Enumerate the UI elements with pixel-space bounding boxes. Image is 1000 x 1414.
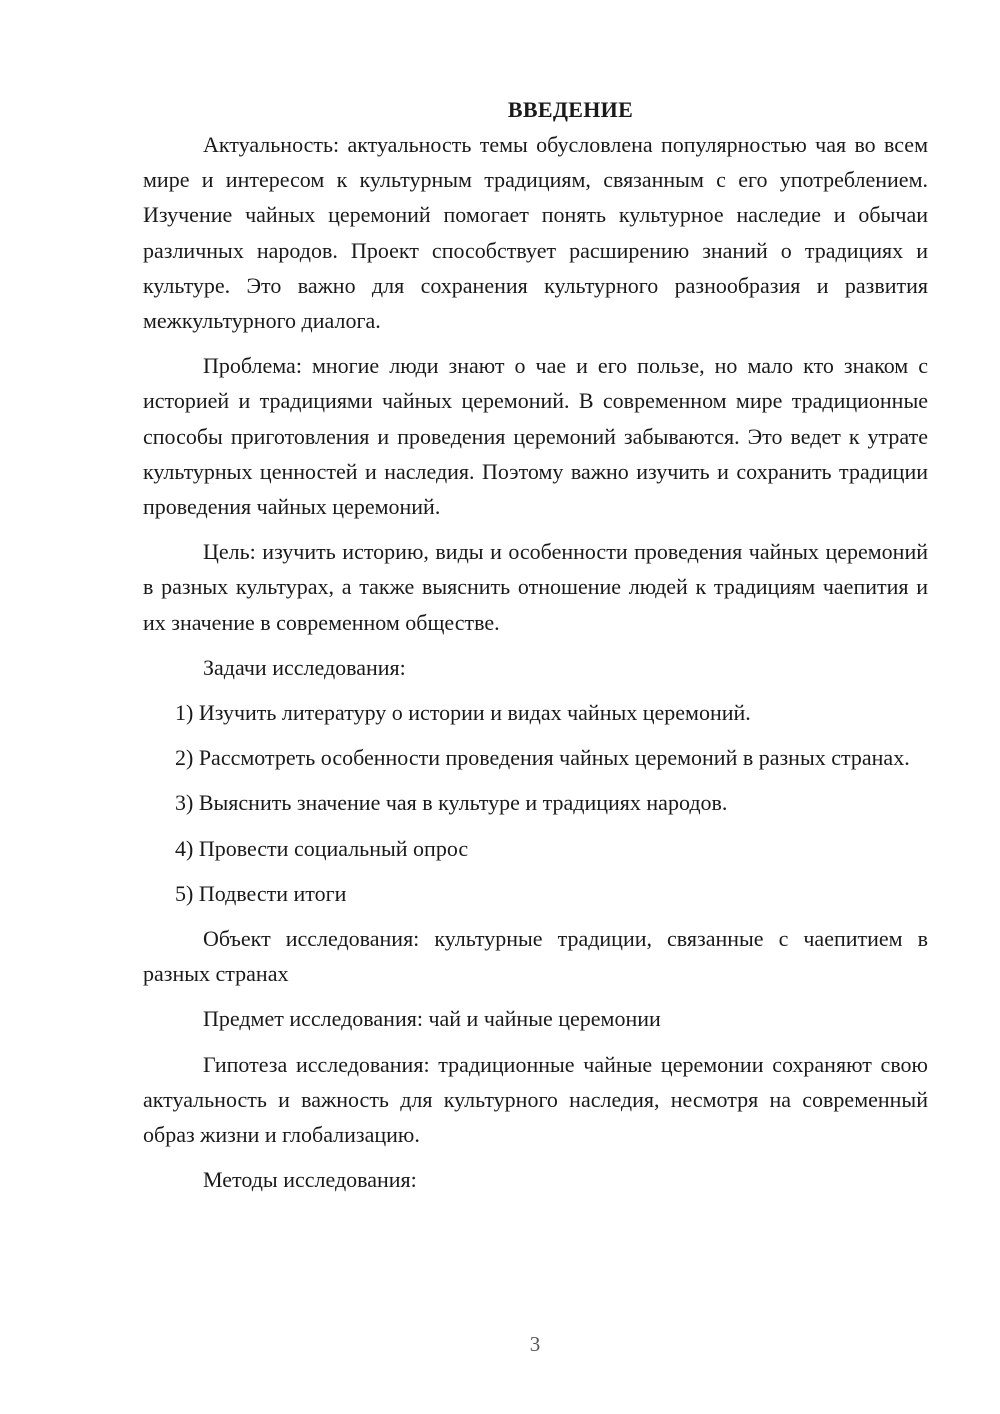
problem-paragraph: Проблема: многие люди знают о чае и его пользе, но мало кто знаком с историей и традициями чайных церемоний. В современном мире традиционные способы приготовления и проведения церемоний забываются. Это ведет к утрате культурных ценностей и наследия. Поэтому важно изучить и сохранить традиции проведения чайных церемоний. — [143, 353, 928, 520]
task-item: 1) Изучить литературу о истории и видах чайных церемоний. — [175, 700, 751, 726]
task-item: 4) Провести социальный опрос — [175, 835, 469, 861]
subject-paragraph: Предмет исследования: чай и чайные церемонии — [203, 1006, 661, 1032]
tasks-heading: Задачи исследования: — [203, 654, 406, 680]
section-title: ВВЕДЕНИЕ — [507, 97, 634, 122]
page-number: 3 — [529, 1332, 541, 1356]
task-item: 2) Рассмотреть особенности проведения чайных церемоний в разных странах. — [175, 745, 910, 771]
hypothesis-paragraph: Гипотеза исследования: традиционные чайные церемонии сохраняют свою актуальность и важность для культурного наследия, несмотря на современный образ жизни и глобализацию. — [143, 1051, 928, 1148]
document-page — [143, 92, 928, 1197]
methods-heading: Методы исследования: — [203, 1167, 417, 1193]
relevance-paragraph: Актуальность: актуальность темы обусловлена популярностью чая во всем мире и интересом к культурным традициям, связанным с его употреблением. Изучение чайных церемоний помогает понять культурное наследие и обычаи различных народов. Проект способствует расширению знаний о традициях и культуре. Это важно для сохранения культурного разнообразия и развития межкультурного диалога. — [143, 132, 928, 334]
tasks-list — [143, 695, 928, 911]
task-item: 5) Подвести итоги — [175, 880, 347, 906]
task-item: 3) Выяснить значение чая в культуре и традициях народов. — [175, 790, 728, 816]
goal-paragraph: Цель: изучить историю, виды и особенности проведения чайных церемоний в разных культурах, а также выяснить отношение людей к традициям чаепития и их значение в современном обществе. — [143, 539, 928, 635]
object-paragraph: Объект исследования: культурные традиции, связанные с чаепитием в разных странах — [143, 926, 928, 987]
